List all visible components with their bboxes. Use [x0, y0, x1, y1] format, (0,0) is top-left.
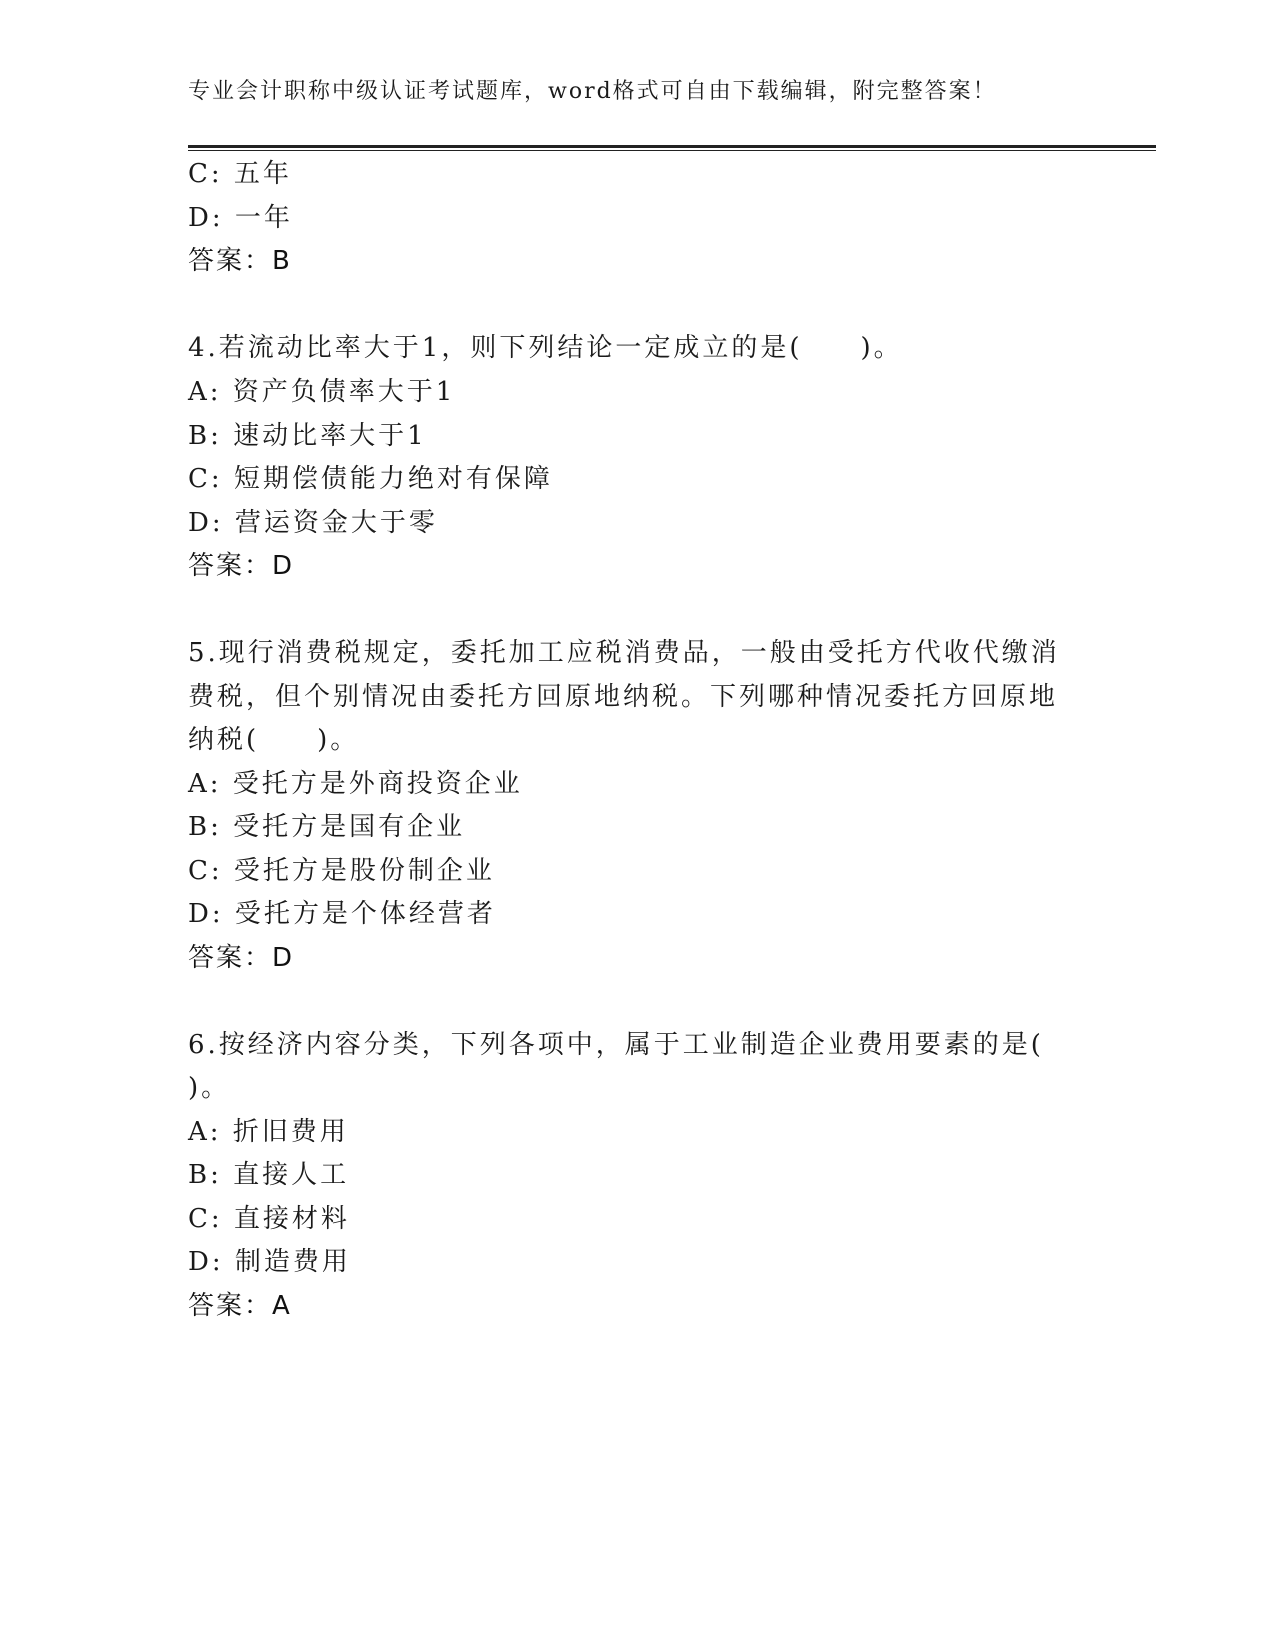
question-6-stem-line-1: 6.按经济内容分类，下列各项中，属于工业制造企业费用要素的是(: [188, 1030, 1044, 1060]
question-4-option-c: C: 短期偿债能力绝对有保障: [188, 464, 553, 494]
option-d: D: 一年: [188, 203, 293, 233]
question-6-option-d: D: 制造费用: [188, 1247, 351, 1277]
question-5-option-c: C: 受托方是股份制企业: [188, 856, 495, 886]
question-5-option-a: A: 受托方是外商投资企业: [188, 769, 523, 799]
question-6-option-c: C: 直接材料: [188, 1204, 350, 1234]
question-5-answer: 答案：D: [188, 943, 295, 973]
question-6-option-b: B: 直接人工: [188, 1160, 350, 1190]
question-5-stem-line-1: 5.现行消费税规定，委托加工应税消费品，一般由受托方代收代缴消: [188, 638, 1060, 668]
question-6-stem-line-2: )。: [188, 1073, 231, 1103]
question-4-option-b: B: 速动比率大于1: [188, 421, 427, 451]
question-4-stem: 4.若流动比率大于1，则下列结论一定成立的是( )。: [188, 333, 903, 363]
question-5-option-d: D: 受托方是个体经营者: [188, 899, 496, 929]
header-rule-thin: [188, 150, 1156, 151]
question-5-option-b: B: 受托方是国有企业: [188, 812, 466, 842]
question-5-stem-line-3: 纳税( )。: [188, 725, 360, 755]
question-5-stem-line-2: 费税，但个别情况由委托方回原地纳税。下列哪种情况委托方回原地: [188, 682, 1059, 712]
question-6-option-a: A: 折旧费用: [188, 1117, 349, 1147]
answer: 答案：B: [188, 246, 292, 276]
question-6-answer: 答案：A: [188, 1291, 292, 1321]
option-c: C: 五年: [188, 159, 292, 189]
question-4-option-d: D: 营运资金大于零: [188, 508, 438, 538]
question-4-option-a: A: 资产负债率大于1: [188, 377, 456, 407]
document-header: 专业会计职称中级认证考试题库，word格式可自由下载编辑，附完整答案！: [188, 79, 997, 104]
header-rule-thick: [188, 145, 1156, 148]
question-4-answer: 答案：D: [188, 551, 295, 581]
